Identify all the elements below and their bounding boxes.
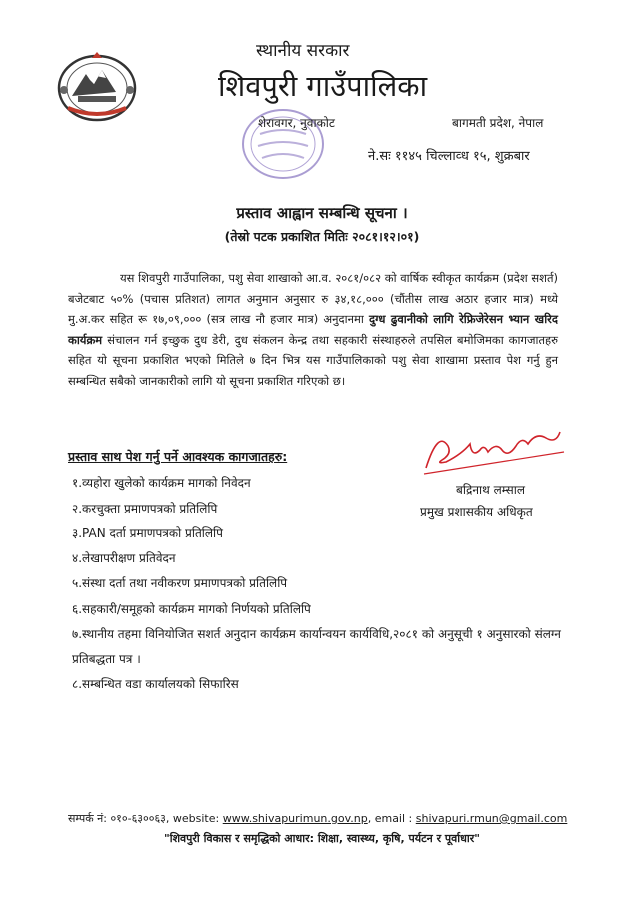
signatory-name: बद्रिनाथ लम्साल <box>456 483 525 497</box>
document-item: ३.PAN दर्ता प्रमाणपत्रको प्रतिलिपि <box>72 526 223 540</box>
document-item: ८.सम्बन्धित वडा कार्यालयको सिफारिस <box>72 677 239 691</box>
notice-subtitle: (तेस्रो पटक प्रकाशित मितिः २०८१।१२।०१) <box>224 229 420 244</box>
municipality-address: शेरावगर, नुवाकोट <box>258 116 335 130</box>
footer-slogan: "शिवपुरी विकास र समृद्धिको आधार: शिक्षा, स्वास्थ्य, कृषि, पर्यटन र पूर्वाधार" <box>164 832 480 845</box>
website-link[interactable]: www.shivapurimun.gov.np <box>222 812 368 825</box>
body-text-part1: यस शिवपुरी गाउँपालिका, पशु सेवा शाखाको आ.व. २०८१/०८२ को वार्षिक स्वीकृत कार्यक्रम (प्रदेश सशर्त) बजेटबाट ५०% (पचास प्रतिशत) लागत अनुमान अनुसार रु ३४,१८,००० (चौंतीस लाख अठार हजार मात्र) मध्ये मु.अ.कर सहित रू १७,०९,००० (सत्र लाख नौ हजार मात्र) अनुदानमा <box>68 271 558 326</box>
document-item: ४.लेखापरीक्षण प्रतिवेदन <box>72 551 176 565</box>
local-government-label: स्थानीय सरकार <box>256 41 350 61</box>
email-link[interactable]: shivapuri.rmun@gmail.com <box>415 812 568 825</box>
notice-title: प्रस्ताव आह्वान सम्बन्धि सूचना । <box>236 204 408 222</box>
document-item: ६.सहकारी/समूहको कार्यक्रम मागको निर्णयको प्रतिलिपि <box>72 602 311 616</box>
contact-phone: सम्पर्क नं: ०१०-६३००६३, website: <box>68 812 223 825</box>
signatory-title: प्रमुख प्रशासकीय अधिकृत <box>420 505 533 519</box>
email-label: , email : <box>367 812 416 825</box>
body-text-part2: संचालन गर्न इच्छुक दुध डेरी, दुध संकलन केन्द्र तथा सहकारी संस्थाहरुले तपसिल बमोजिमका कागजातहरु सहित यो सूचना प्रकाशित भएको मितिले ७ दिन भित्र यस गाउँपालिकाको पशु सेवा शाखामा प्रस्ताव पेश गर्नु हुन सम्बन्धित सबैको जानकारीको लागि यो सूचना प्रकाशित गरिएको छ। <box>68 332 558 388</box>
province-address: बागमती प्रदेश, नेपाल <box>452 116 544 130</box>
document-item: ५.संस्था दर्ता तथा नवीकरण प्रमाणपत्रको प्रतिलिपि <box>72 576 288 590</box>
contact-line <box>68 811 588 826</box>
documents-heading: प्रस्ताव साथ पेश गर्नु पर्ने आवश्यक कागजातहरु: <box>68 449 288 464</box>
municipality-name: शिवपुरी गाउँपालिका <box>218 69 428 103</box>
document-item: १.व्यहोरा खुलेको कार्यक्रम मागको निवेदन <box>72 476 251 490</box>
document-item: २.करचुक्ता प्रमाणपत्रको प्रतिलिपि <box>72 502 218 516</box>
notice-body <box>68 268 558 391</box>
nepal-emblem-icon <box>56 52 138 122</box>
reference-date: ने.सः ११४५ चिल्लाव्ध १५, शुक्रबार <box>368 149 530 164</box>
document-item: ७.स्थानीय तहमा विनियोजित सशर्त अनुदान कार्यक्रम कार्यान्वयन कार्यविधि,२०८१ को अनुसूची १ अनुसारको संलग्न प्रतिबद्धता पत्र । <box>72 627 561 666</box>
body-program-name: दुग्ध ढुवानीको लागि रेफ्रिजेरेसन भ्यान खरिद कार्यक्रम <box>68 312 558 347</box>
